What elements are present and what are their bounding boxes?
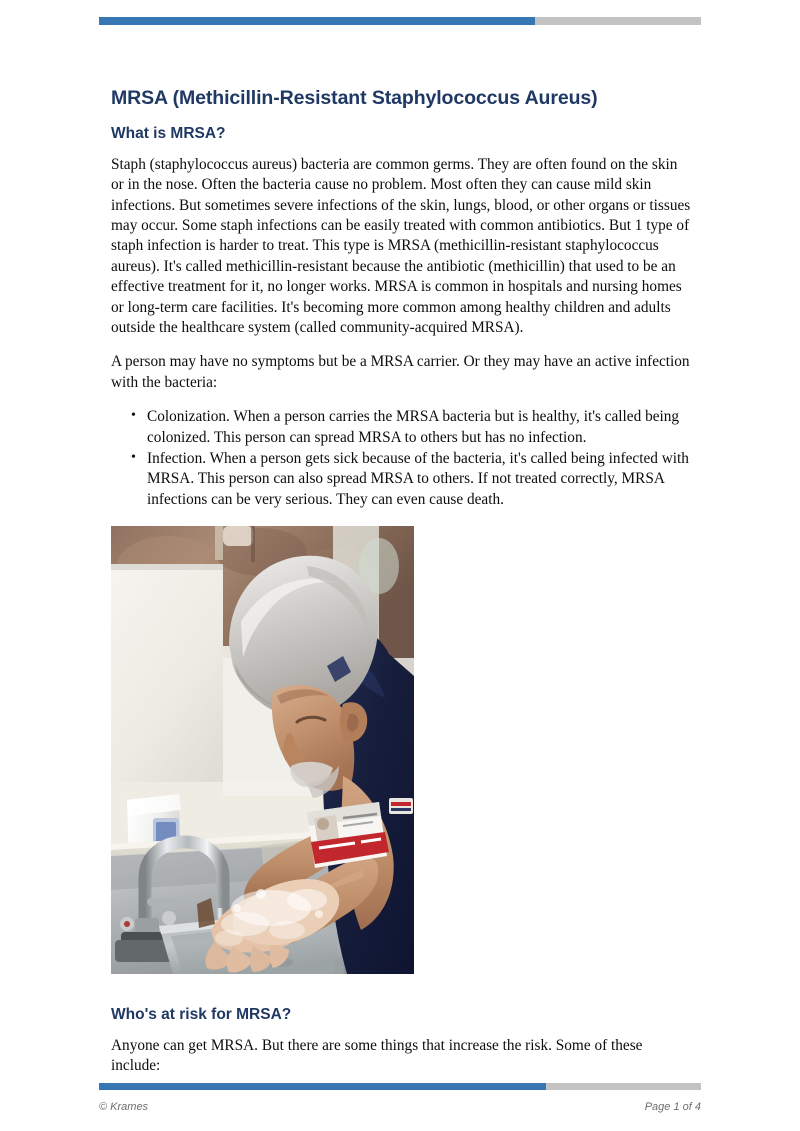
page-title: MRSA (Methicillin-Resistant Staphylococcus Aureus) — [111, 87, 598, 109]
figure-handwashing-photo — [111, 526, 414, 974]
footer-rule — [99, 1083, 701, 1090]
sleeve-patch — [389, 798, 413, 814]
header-rule-blue-segment — [99, 17, 535, 25]
list-item: • Infection. When a person gets sick because of the bacteria, it's called being infected with MRSA. This person can also spread MRSA to others. If not treated correctly, MRSA infections can be very serious. They can even cause death. — [147, 449, 691, 510]
footer-page-indicator: Page 1 of 4 — [644, 1101, 701, 1113]
paragraph-carrier-or-active: A person may have no symptoms but be a MRSA carrier. Or they may have an active infection with the bacteria: — [111, 353, 690, 391]
list-colonization-infection — [111, 407, 691, 510]
list-item: • Colonization. When a person carries the MRSA bacteria but is healthy, it's called being colonized. This person can spread MRSA to others but has no infection. — [147, 407, 691, 448]
footer-rule-blue-segment — [99, 1083, 546, 1090]
handwashing-illustration — [111, 526, 414, 974]
footer — [99, 1101, 701, 1113]
footer-rule-gray-segment — [546, 1083, 701, 1090]
section-heading-what-is-mrsa: What is MRSA? — [111, 125, 226, 143]
header-rule-gray-segment — [535, 17, 701, 25]
section-heading-whos-at-risk: Who's at risk for MRSA? — [111, 1006, 292, 1024]
footer-copyright: © Krames — [99, 1101, 149, 1113]
header-rule — [99, 17, 701, 25]
figure-spacer — [111, 974, 691, 1005]
document-content — [111, 86, 691, 1090]
paragraph-risk-intro: Anyone can get MRSA. But there are some things that increase the risk. Some of these include: — [111, 1036, 643, 1075]
paragraph-staph-overview: Staph (staphylococcus aureus) bacteria are common germs. They are often found on the skin or in the nose. Often the bacteria cause no problem. Most often they can cause mild skin infections. But sometimes severe infections of the skin, lungs, blood, or other organs or tissues may occur. Some staph infections can be easily treated with common antibiotics. But 1 type of staph infection is harder to treat. This type is MRSA (methicillin-resistant staphylococcus aureus). It's called methicillin-resistant because the antibiotic (methicillin) that used to be an effective treatment for it, no longer works. MRSA is common in hospitals and nursing homes or long-term care facilities. It's becoming more common among healthy children and adults outside the healthcare system (called community-acquired MRSA). — [111, 155, 691, 336]
